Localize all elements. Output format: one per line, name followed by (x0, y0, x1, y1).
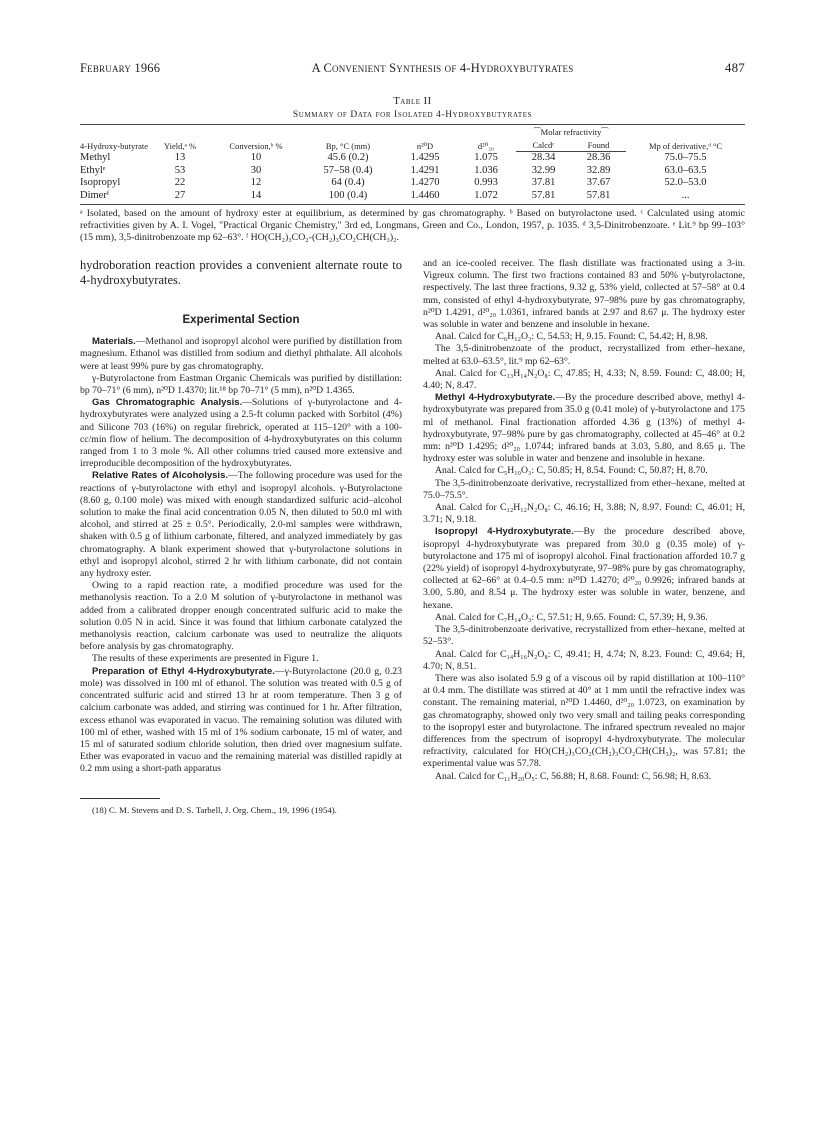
footnote-rule (80, 798, 160, 799)
paragraph-text: Anal. Calcd for C₅H₁₀O₃: C, 50.85; H, 8.54. Found: C, 50.87; H, 8.70. (435, 465, 708, 477)
table-cell: Ethylᵉ (80, 164, 106, 176)
paragraph (423, 392, 745, 465)
paragraph-text: —γ-Butyrolactone (20.0 g, 0.23 mole) was dissolved in 100 ml of ethanol. The solution was treated with 0.5 g of concentrated sulfuric acid and stirred 13 hr at room temperature. Then 3 g of calcium carbonate was added, and stirring was continued for 1 hr. After filtration, excess ethanol was evaporated in vacuo. The remaining solution was diluted with 100 ml of ether, washed with 15 ml of 1% sodium carbonate, 15 ml of water, and 15 ml of saturated sodium chloride solution, then dried over magnesium sulfate. Ether was evaporated in vacuo and the remaining material was distilled rapidly at 0.2 mm using a short-path apparatus (80, 665, 402, 775)
paragraph-text: Anal. Calcd for C₁₄H₁₆N₂O₈: C, 49.41; H, 4.74; N, 8.23. Found: C, 49.64; H, 4.70; N, 8.51. (423, 648, 745, 672)
table-cell: 1.072 (474, 189, 498, 201)
paragraph (423, 502, 745, 526)
table-cell: 12 (250, 177, 262, 188)
table-row (80, 190, 745, 205)
paragraph-text: Anal. Calcd for C₁₃H₁₄N₂O₈: C, 47.85; H, 4.33; N, 8.59. Found: C, 48.00; H, 4.40; N, 8.47. (423, 367, 745, 392)
column-header: 4-Hydroxy-butyrate (80, 140, 148, 151)
left-column (80, 258, 402, 816)
column-header: Mp of derivative,ᵈ °C (648, 140, 723, 151)
paragraph-text: Anal. Calcd for C₆H₁₂O₃: C, 54.53; H, 9.15. Found: C, 54.42; H, 8.98. (435, 331, 708, 343)
table-cell: 13 (174, 151, 186, 163)
paragraph (423, 343, 745, 367)
paragraph-text: The 3,5-dinitrobenzoate derivative, recrystallized from ether–hexane, melted at 75.0–75.5°. (423, 477, 745, 501)
table-cell: 14 (250, 189, 262, 201)
table-cell: 1.036 (474, 164, 498, 176)
journal-page (80, 60, 745, 816)
paragraph-runin-heading: Materials. (92, 336, 136, 348)
column-header: Conversion,ᵇ % (229, 140, 283, 151)
table-cell: 1.075 (474, 151, 498, 163)
paragraph-text: γ-Butyrolactone from Eastman Organic Chemicals was purified by distillation: bp 70–71° (6 mm), n²⁰D 1.4370; lit.¹⁸ bp 70–71° (5 mm), n²⁰D 1.4365. (80, 372, 402, 397)
table-cell: 63.0–63.5 (664, 164, 707, 176)
table-cell: 30 (250, 164, 262, 176)
column-header: Bp, °C (mm) (325, 140, 371, 151)
table-cell: 53 (174, 164, 186, 176)
column-header: n²⁰D (416, 140, 434, 151)
table-cell: Isopropyl (80, 177, 121, 188)
table-footnotes: ᵃ Isolated, based on the amount of hydroxy ester at equilibrium, as determined by gas chromatography. ᵇ Based on butyrolactone used. ᶜ Calculated using atomic refractivities given by A. I. Vogel, "Practical Organic Chemistry," 3rd ed, Longmans, Green and Co., London, 1957, p. 1035. ᵈ 3,5-Dinitrobenzoate. ᵉ Lit.⁹ bp 99–103° (15 mm), 3,5-dinitrobenzoate mp 62–63°. ᶠ HO(CH₂)₃CO₂-(CH₂)₃CO₂CH(CH₃)₂. (80, 208, 745, 243)
column-header: Yield,ᵃ % (163, 140, 197, 151)
table-cell: 52.0–53.0 (664, 177, 707, 188)
table-cell: 32.89 (586, 164, 611, 176)
table-number: Table II (393, 96, 432, 107)
paragraph-runin-heading: Preparation of Ethyl 4-Hydroxybutyrate. (92, 665, 275, 677)
paragraph-text: —By the procedure described above, isopropyl 4-hydroxybutyrate was prepared from 30.0 g (0.35 mole) of γ-butyrolactone and 175 ml of isopropyl alcohol. Final fractionation afforded 10.7 g (22% yield) of isopropyl 4-hydroxybutyrate, 97–98% pure by gas chromatography, collected at 62–66° at 0.4–0.5 mm: n²⁰D 1.4270; d²⁰₂₀ 0.9926; infrared bands at 3.00, 5.80, and 8.54 μ. The hydroxy ester was soluble in water, benzene, and hexane. (423, 526, 745, 611)
paragraph-text: Anal. Calcd for C₁₁H₂₀O₅: C, 56.88; H, 8.68. Found: C, 56.98; H, 8.63. (435, 770, 712, 782)
paragraph (423, 526, 745, 611)
paragraph-text: The results of these experiments are presented in Figure 1. (92, 653, 319, 665)
paragraph (80, 397, 402, 470)
paragraph-runin-heading: Isopropyl 4-Hydroxybutyrate. (435, 526, 574, 538)
paragraph (80, 373, 402, 397)
paragraph (423, 368, 745, 392)
table-cell: 10 (250, 151, 262, 163)
reference-footnote: (18) C. M. Stevens and D. S. Tarbell, J. Org. Chem., 19, 1996 (1954). (92, 804, 337, 815)
paragraph-text: The 3,5-dinitrobenzoate of the product, recrystallized from ether–hexane, melted at 63.0–63.5°, lit.⁹ mp 62–63°. (423, 343, 745, 367)
paragraph-text: The 3,5-dinitrobenzoate derivative, recrystallized from ether–hexane, melted at 52–53°. (423, 624, 745, 648)
table-cell: 32.99 (531, 164, 556, 176)
paragraph (423, 612, 745, 624)
lead-paragraph: hydroboration reaction provides a convenient alternate route to 4-hydroxybutyrates. (80, 258, 402, 287)
paragraph-text: Anal. Calcd for C₇H₁₄O₃: C, 57.51; H, 9.65. Found: C, 57.39; H, 9.36. (435, 611, 708, 623)
running-header (80, 60, 745, 84)
paragraph-text: —By the procedure described above, methyl 4-hydroxybutyrate was prepared from 35.0 g (0.41 mole) of γ-butyrolactone and 175 ml of methanol. Final fractionation afforded 4.36 g (13%) of methyl 4-hydroxybutyrate, 97–98% pure by gas chromatography, collected at 45–46° at 0.2 mm: n²⁰D 1.4295; d²⁰₂₀ 1.0744; infrared bands at 3.03, 5.80, and 8.65 μ. The hydroxy ester was soluble in water and benzene and insoluble in hexane. (423, 392, 746, 465)
table-cell: 1.4270 (410, 177, 440, 188)
table-cell: 1.4295 (410, 151, 440, 163)
right-column (423, 258, 745, 816)
paragraph (80, 666, 402, 776)
paragraph-text: Anal. Calcd for C₁₂H₁₂N₂O₈: C, 46.16; H, 3.88; N, 8.97. Found: C, 46.01; H, 3.71; N, 9.18. (423, 502, 745, 526)
group-header: ⁀Molar refractivity⁀ (533, 127, 609, 137)
paragraph (423, 331, 745, 343)
right-paragraphs (423, 258, 745, 783)
table-cell: Dimerᶠ (80, 189, 110, 201)
table-caption (80, 96, 745, 120)
table-cell: 28.34 (531, 152, 556, 163)
table-cell: 1.4291 (410, 164, 440, 176)
table-cell: Methyl (80, 151, 111, 163)
paragraph-text: There was also isolated 5.9 g of a viscous oil by rapid distillation at 100–110° at 0.4 mm. The distillate was stirred at 40° at 1 mm until the refractive index was constant. The remaining material, n²⁰D 1.4460, d²⁰₂₀ 1.0723, on examination by gas chromatography, showed only two very small and tailing peaks corresponding to the isopropyl ester and butyrolactone. The infrared spectrum revealed no major differences from the spectrum of isopropyl 4-hydroxybutyrate. The molecular refractivity, calculated for HO(CH₂)₃CO₂(CH₂)₃CO₂CH(CH₃)₂, was 57.81; the experimental value was 57.78. (423, 672, 745, 770)
header-date: February 1966 (80, 61, 161, 75)
table-cell: 64 (0.4) (331, 177, 365, 188)
table-cell: 27 (174, 189, 186, 201)
table-row (80, 152, 745, 165)
paragraph (80, 580, 402, 653)
paragraph-runin-heading: Relative Rates of Alcoholysis. (92, 470, 228, 482)
table-cell: 1.4460 (410, 189, 440, 201)
paragraph-runin-heading: Gas Chromatographic Analysis. (92, 397, 243, 409)
header-title: A Convenient Synthesis of 4-Hydroxybutyrates (311, 61, 574, 75)
table-cell: 75.0–75.5 (664, 151, 707, 163)
paragraph-text: —Solutions of γ-butyrolactone and 4-hydroxybutyrates were analyzed using a 2.5-ft column packed with Sorbitol (4%) and Silicone 703 (16%) on regular firebrick, operated at 115–120° with a 100-cc/min flow of helium. The decomposition of 4-hydroxybutyrates on this column ranged from 1 to 3 mole %. All other columns tried caused more extensive and irreproducible decomposition of the hydroxybutyrates. (80, 397, 402, 470)
paragraph-text: and an ice-cooled receiver. The flash distillate was fractionated using a 3-in. Vigreux column. The first two fractions contained 83 and 50% γ-butyrolactone, respectively. The last three fractions, 9.32 g, 53% yield, collected at 57–58° at 0.4 mm, consisted of ethyl 4-hydroxybutyrate, 97–98% pure by gas chromatography, n²⁰D 1.4291, d²⁰₂₀ 1.0361, infrared bands at 2.97 and 8.67 μ. The hydroxy ester was soluble in water and benzene and insoluble in hexane. (423, 258, 745, 331)
paragraph (80, 470, 402, 580)
table-cell: 22 (174, 177, 186, 188)
table-row (80, 165, 745, 178)
body-columns (80, 258, 745, 816)
column-header: Found (571, 138, 626, 152)
section-heading: Experimental Section (182, 314, 300, 326)
left-paragraphs (80, 336, 402, 775)
page-number: 487 (724, 60, 745, 75)
paragraph-runin-heading: Methyl 4-Hydroxybutyrate. (435, 392, 556, 404)
table-cell: 57.81 (586, 189, 611, 201)
table-cell: 57.81 (531, 189, 556, 201)
table-cell: ... (681, 189, 690, 201)
table-cell: 37.81 (531, 177, 556, 188)
paragraph (423, 478, 745, 502)
paragraph (423, 624, 745, 648)
paragraph (423, 649, 745, 673)
paragraph-text: —Methanol and isopropyl alcohol were purified by distillation from magnesium. Ethanol was distilled from sodium and diethyl phthalate. All alcohols were at least 99% pure by gas chromatography. (80, 336, 402, 372)
column-header: d²⁰₂₀ (477, 140, 495, 151)
table-cell: 45.6 (0.2) (327, 151, 369, 163)
table-cell: 57–58 (0.4) (323, 164, 373, 176)
paragraph (423, 673, 745, 771)
paragraph-text: —The following procedure was used for the reactions of γ-butyrolactone with ethyl and isopropyl alcohols. γ-Butyrolactone (8.60 g, 0.100 mole) was mixed with enough standardized sulfuric acid–alcohol solution to make the final acid concentration 0.05 N, then diluted to 50.0 ml with alcohol, and stirred at 25 ± 0.5°. Periodically, 2.0-ml samples were withdrawn, shaken with 0.5 g of lithium carbonate, filtered, and analyzed immediately by gas chromatography. A blank experiment showed that γ-butyrolactone solutions in ethyl and isopropyl alcohol, stirred 2 hr with lithium carbonate, did not contain any hydroxy ester. (80, 470, 402, 580)
table-cell: 28.36 (586, 152, 611, 163)
paragraph (423, 771, 745, 783)
table-cell: 37.67 (586, 177, 611, 188)
paragraph (80, 336, 402, 373)
table-cell: 0.993 (474, 177, 498, 188)
table-cell: 100 (0.4) (328, 189, 368, 201)
table-title: Summary of Data for Isolated 4-Hydroxybutyrates (292, 110, 533, 120)
paragraph-text: Owing to a rapid reaction rate, a modified procedure was used for the methanolysis reaction. To a 2.0 M solution of γ-butyrolactone in methanol was added from a calibrated dropper enough concentrated sulfuric acid to make the solution 0.05 N in acid. Since it was found that lithium carbonate catalyzed the methanolysis reaction, calcium carbonate was used to neutralize the aliquots before analysis by gas chromatography. (80, 580, 402, 653)
table-row (80, 177, 745, 190)
paragraph (423, 465, 745, 477)
data-table (80, 124, 745, 205)
column-header: Calcdᶜ (516, 138, 571, 152)
paragraph (423, 258, 745, 331)
paragraph (80, 653, 402, 665)
